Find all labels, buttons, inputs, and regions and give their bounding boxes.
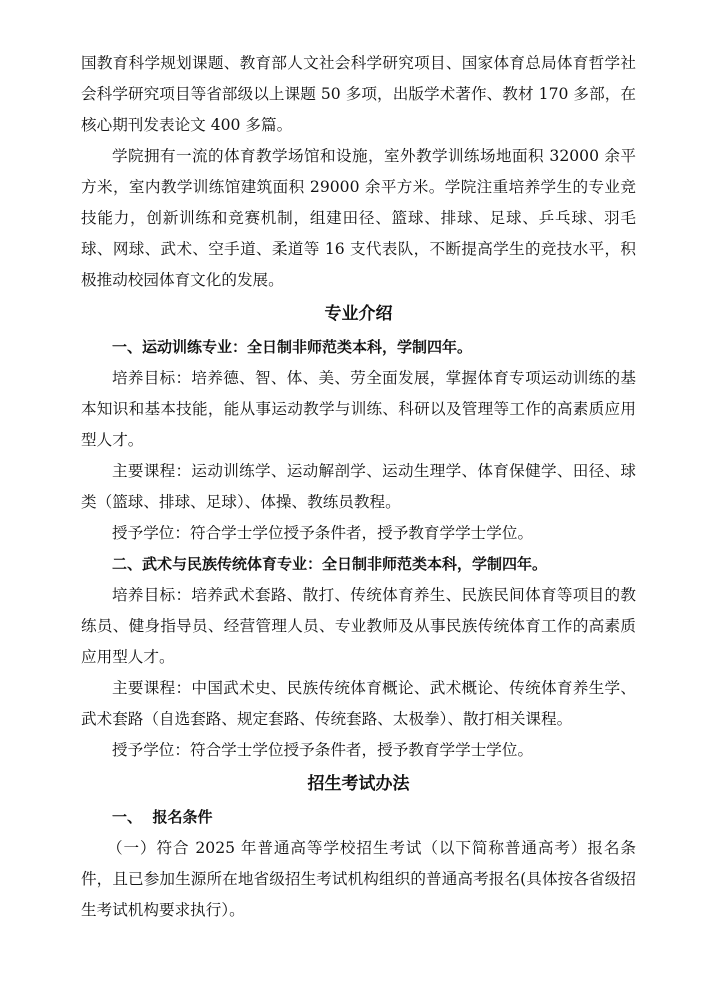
document-page <box>81 48 636 926</box>
major1-goal: 培养目标：培养德、智、体、美、劳全面发展，掌握体育专项运动训练的基本知识和基本技能，能从事运动教学与训练、科研以及管理等工作的高素质应用型人才。 <box>81 369 636 449</box>
major1-heading: 一、运动训练专业：全日制非师范类本科，学制四年。 <box>112 338 473 356</box>
registration-item-1: （一）符合 2025 年普通高等学校招生考试（以下简称普通高考）报名条件，且已参加生源所在地省级招生考试机构组织的普通高考报名(具体按各省级招生考试机构要求执行）。 <box>81 839 636 919</box>
major2-courses: 主要课程：中国武术史、民族传统体育概论、武术概论、传统体育养生学、武术套路（自选套路、规定套路、传统套路、太极拳）、散打相关课程。 <box>81 679 636 728</box>
major1-degree: 授予学位：符合学士学位授予条件者，授予教育学学士学位。 <box>112 524 534 542</box>
exam-section-title: 招生考试办法 <box>307 774 410 794</box>
major2-heading: 二、武术与民族传统体育专业：全日制非师范类本科，学制四年。 <box>112 555 548 573</box>
intro-paragraph-2: 学院拥有一流的体育教学场馆和设施，室外教学训练场地面积 32000 余平方米，室内教学训练馆建筑面积 29000 余平方米。学院注重培养学生的专业竞技能力，创新训练和竞赛机制，组建田径、篮球、排球、足球、乒乓球、羽毛球、网球、武术、空手道、柔道等 16 支代表队，不断提高学生的竞技水平，积极推动校园体育文化的发展。 <box>81 147 636 289</box>
majors-section-title: 专业介绍 <box>324 304 393 324</box>
registration-heading: 一、 报名条件 <box>112 808 213 826</box>
major2-goal: 培养目标：培养武术套路、散打、传统体育养生、民族民间体育等项目的教练员、健身指导员、经营管理人员、专业教师及从事民族传统体育工作的高素质应用型人才。 <box>81 586 636 666</box>
major1-courses: 主要课程：运动训练学、运动解剖学、运动生理学、体育保健学、田径、球类（篮球、排球、足球）、体操、教练员教程。 <box>81 462 636 511</box>
major2-degree: 授予学位：符合学士学位授予条件者，授予教育学学士学位。 <box>112 741 534 759</box>
intro-paragraph-1: 国教育科学规划课题、教育部人文社会科学研究项目、国家体育总局体育哲学社会科学研究项目等省部级以上课题 50 多项，出版学术著作、教材 170 多部，在核心期刊发表论文 400 多篇。 <box>81 54 636 134</box>
